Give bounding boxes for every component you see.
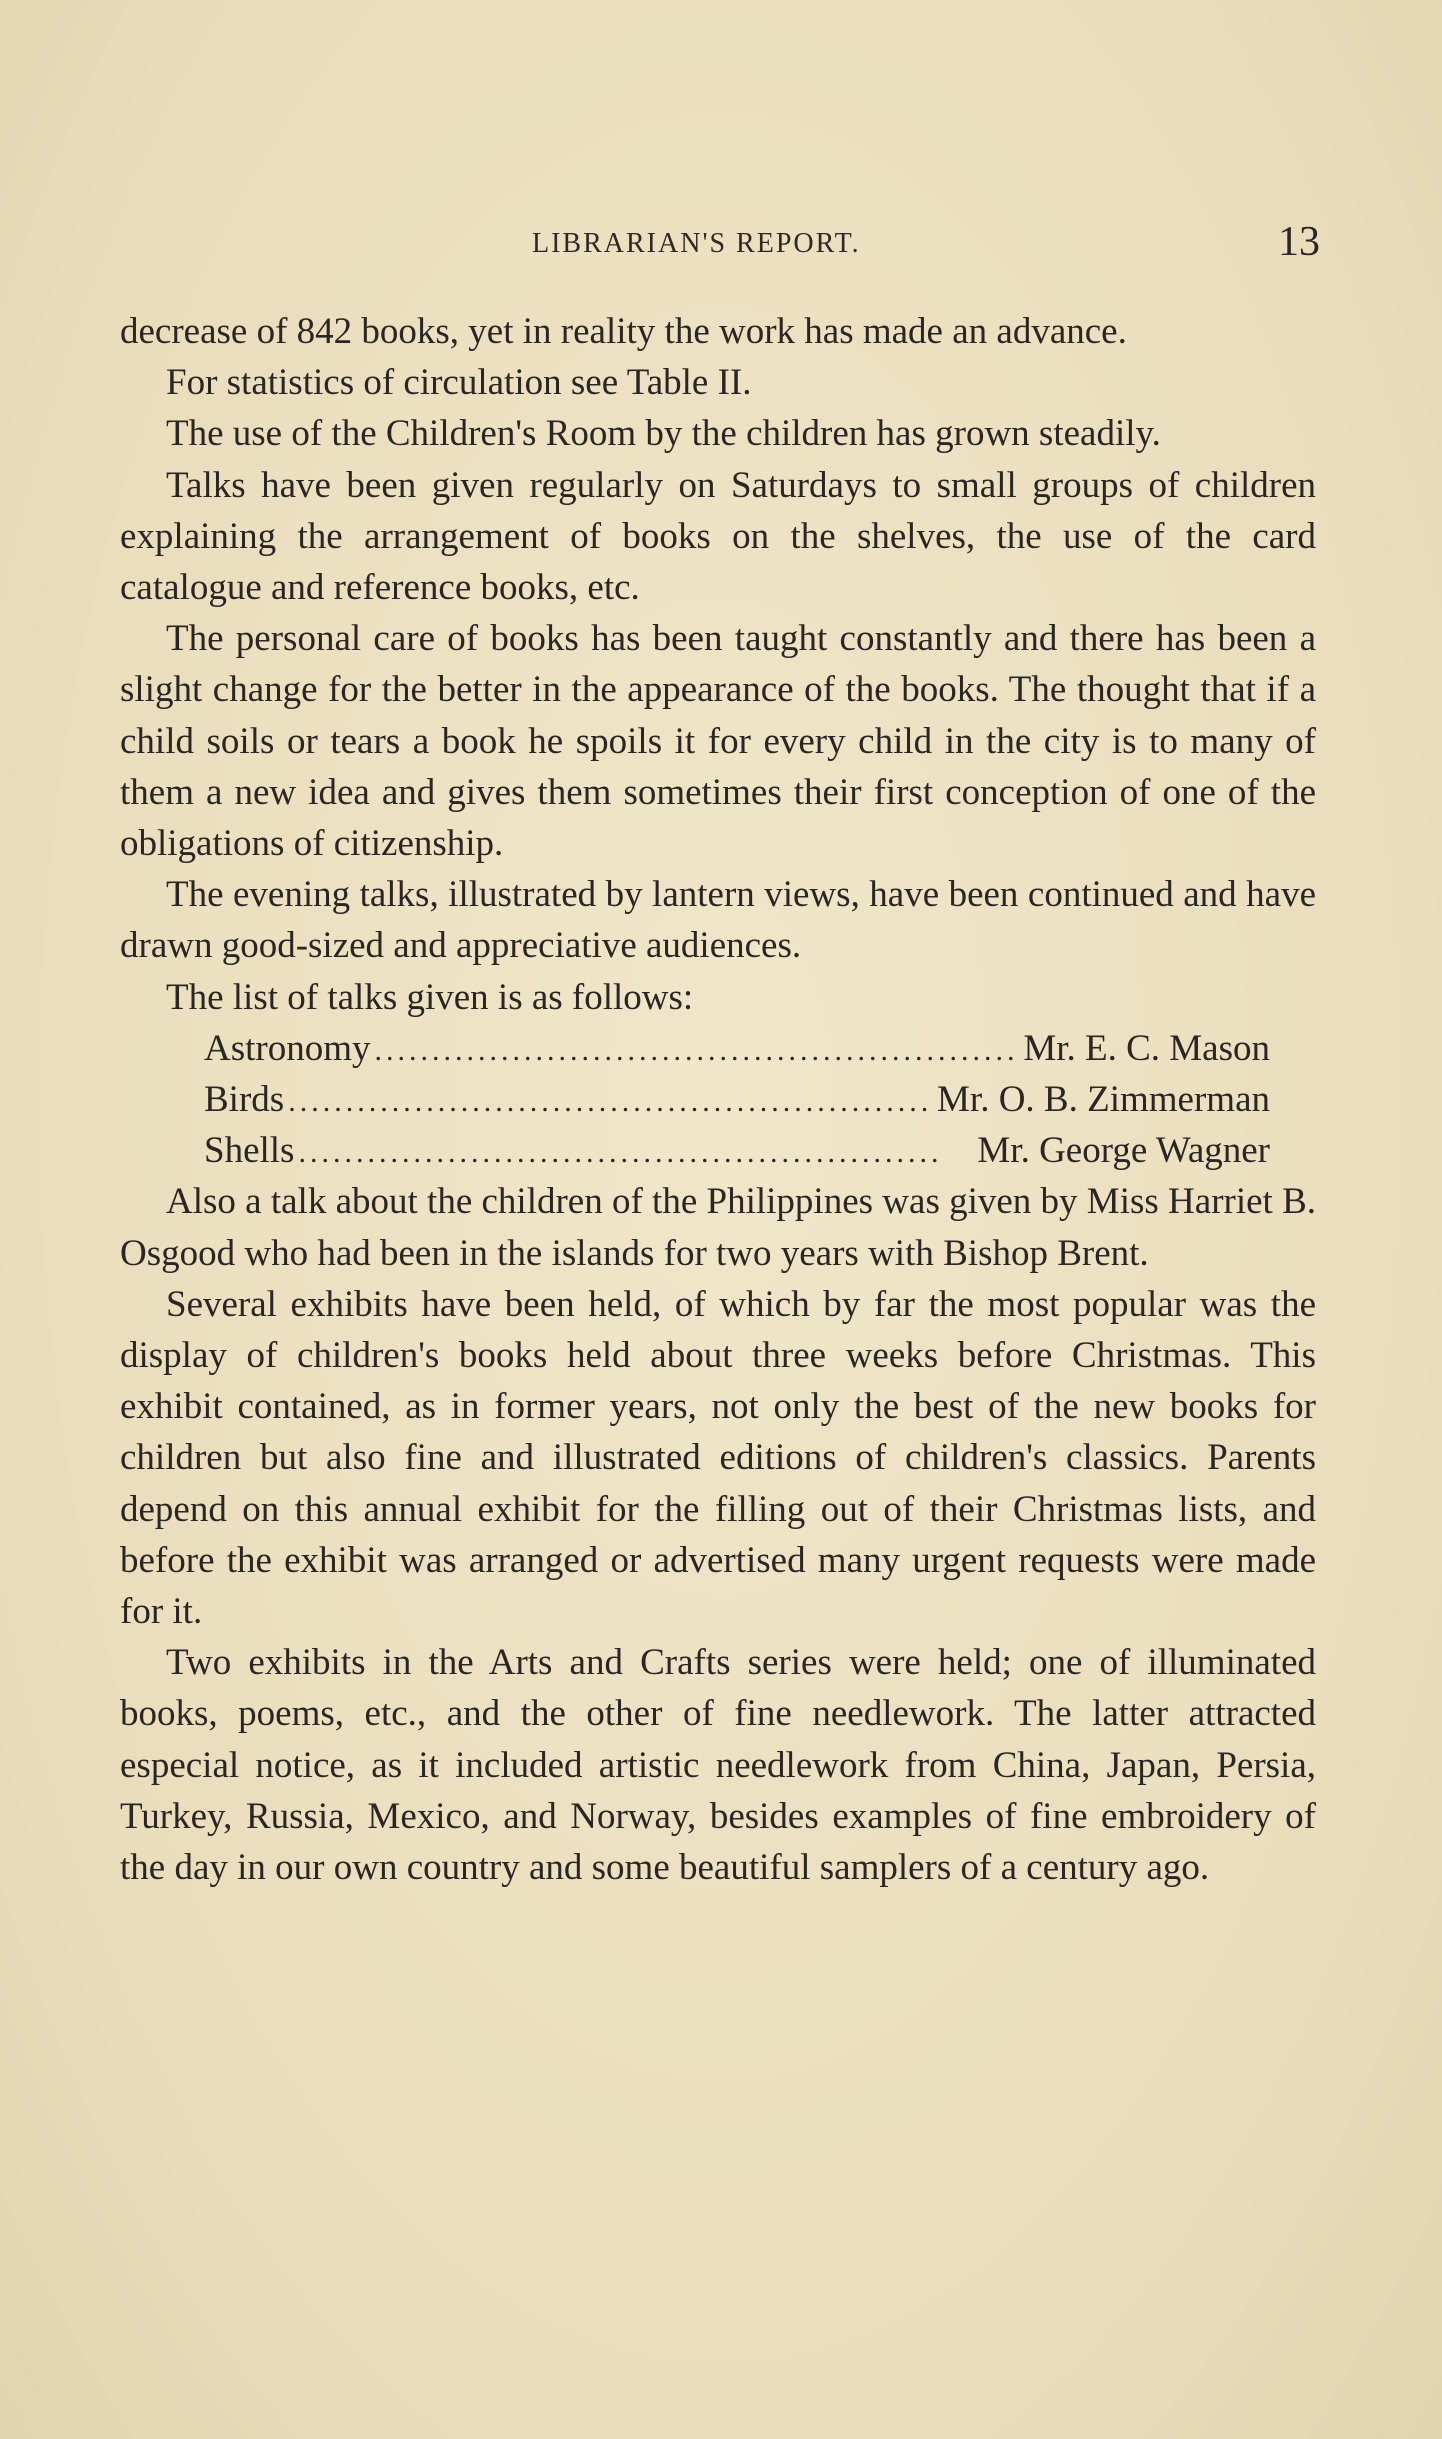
paragraph: The use of the Children's Room by the children has grown steadily. <box>166 413 1161 455</box>
paragraph: Talks have been given regularly on Saturdays to small groups of children explaining the arrangement of books on the shelves, the use of the card catalogue and reference books, etc. <box>120 464 1316 609</box>
paragraph: Two exhibits in the Arts and Crafts series were held; one of illuminated books, poems, etc., and the other of fine needlework. The latter attracted especial notice, as it included artistic needlework from China, Japan, Persia, Turkey, Russia, Mexico, and Norway, besides examples of fine embroidery of the day in our own country and some beautiful samplers of a century ago. <box>120 1642 1316 1889</box>
paragraph: The evening talks, illustrated by lantern views, have been continued and have drawn good-sized and appreciative audiences. <box>120 874 1316 967</box>
talks-list <box>120 1023 1270 1177</box>
page-number: 13 <box>1278 219 1320 265</box>
talk-speaker: Mr. E. C. Mason <box>1023 1027 1270 1069</box>
talk-entry <box>204 1074 1270 1125</box>
talk-speaker: Mr. George Wagner <box>977 1130 1270 1172</box>
dot-leader: ........................................................ <box>298 1136 943 1170</box>
page-header <box>0 218 1442 278</box>
dot-leader: ........................................................ <box>288 1085 933 1119</box>
talk-topic: Shells <box>204 1130 295 1172</box>
paragraph: The personal care of books has been taught constantly and there has been a slight change for the better in the appearance of the books. The thought that if a child soils or tears a book he spoils it for every child in the city is to many of them a new idea and gives them sometimes their first conception of one of the obligations of citizenship. <box>120 618 1316 865</box>
talk-topic: Astronomy <box>204 1027 371 1069</box>
running-head: LIBRARIAN'S REPORT. <box>532 228 861 259</box>
paragraph: Several exhibits have been held, of which by far the most popular was the display of children's books held about three weeks before Christmas. This exhibit contained, as in former years, not only the best of the new books for children but also fine and illustrated editions of children's classics. Parents depend on this annual exhibit for the filling out of their Christmas lists, and before the exhibit was arranged or advertised many urgent requests were made for it. <box>120 1283 1316 1633</box>
paragraph: Also a talk about the children of the Philippines was given by Miss Harriet B. Osgood who had been in the islands for two years with Bishop Brent. <box>120 1181 1316 1274</box>
paragraph: For statistics of circulation see Table II. <box>166 362 752 404</box>
paragraph: The list of talks given is as follows: <box>166 976 694 1018</box>
talk-topic: Birds <box>204 1079 285 1121</box>
talk-speaker: Mr. O. B. Zimmerman <box>937 1079 1270 1121</box>
talk-entry <box>204 1125 1270 1176</box>
paragraph: decrease of 842 books, yet in reality the work has made an advance. <box>120 311 1127 352</box>
body-text <box>120 306 1316 1893</box>
dot-leader: ........................................................ <box>374 1033 1019 1067</box>
talk-entry <box>204 1023 1270 1074</box>
